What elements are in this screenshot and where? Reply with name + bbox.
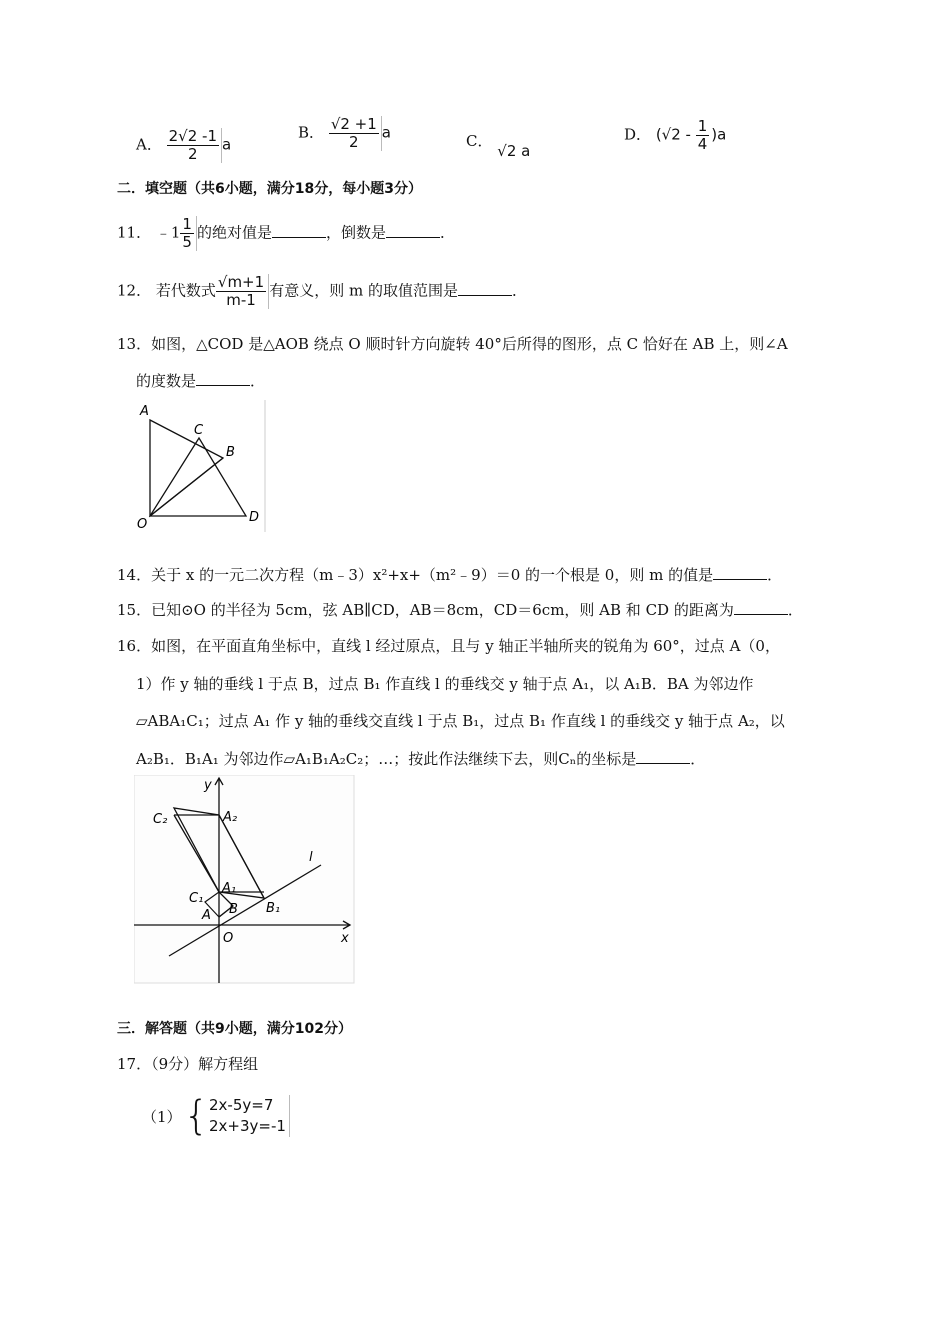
question-16-line4: A₂B₁．B₁A₁ 为邻边作▱A₁B₁A₂C₂；…；按此作法继续下去，则Cₙ的坐标是 ． [136, 750, 706, 768]
question-16-line3: ▱ABA₁C₁；过点 A₁ 作 y 轴的垂线交直线 l 于点 B₁，过点 B₁ 作直线 l 的垂线交 y 轴于点 A₂，以 [136, 712, 785, 730]
label-A: A [202, 908, 211, 923]
answer-blank [458, 283, 512, 296]
label-O: O [137, 517, 148, 532]
section-3-title: 三．解答题（共9小题，满分102分） [117, 1021, 352, 1037]
answer-blank [713, 567, 767, 580]
answer-blank [272, 225, 326, 238]
brace: { [183, 1093, 209, 1139]
label-B: B [226, 445, 235, 460]
question-17: 17．（9分）解方程组 [117, 1055, 259, 1073]
option-c-label: C． [466, 132, 493, 150]
section-2-title: 二．填空题（共6小题，满分18分，每小题3分） [117, 181, 422, 197]
label-A: A [140, 404, 149, 419]
question-12: 12． 若代数式 $\frac{√m+1}{m-1}$ 有意义，则 m 的取值范围是 ． [117, 273, 527, 309]
label-C: C [194, 423, 204, 438]
question-16: 16．如图，在平面直角坐标中，直线 l 经过原点，且与 y 轴正半轴所夹的锐角为 60°，过点 A（0， [117, 637, 780, 655]
label-A1: A₁ [222, 881, 237, 896]
label-B1: B₁ [266, 901, 281, 916]
option-a-label: A． [136, 135, 162, 154]
label-C1: C₁ [189, 891, 204, 906]
question-11: 11． ﹣1 $\frac{1}{5}$ 的绝对值是 ，倒数是 ． [117, 215, 456, 251]
option-b-fraction: $\frac{√2 +1}{2}$ [329, 116, 382, 151]
equation-system [209, 1095, 290, 1137]
label-B: B [229, 902, 238, 917]
label-O: O [223, 931, 234, 946]
option-c [466, 130, 531, 160]
option-d-fraction: $\frac{1}{4}$ [697, 117, 708, 153]
question-16-line2: 1）作 y 轴的垂线 l 于点 B，过点 B₁ 作直线 l 的垂线交 y 轴于点 A₁，以 A₁B．BA 为邻边作 [136, 675, 754, 693]
label-x: x [341, 931, 349, 946]
question-13: 13．如图，△COD 是△AOB 绕点 O 顺时针方向旋转 40°后所得的图形，点 C 恰好在 AB 上，则∠A [117, 335, 788, 353]
equation-1: 2x-5y=7 [209, 1096, 274, 1114]
answer-blank [734, 602, 788, 615]
answer-blank [386, 225, 440, 238]
option-b: B． $\frac{√2 +1}{2}$ a [298, 115, 391, 151]
answer-blank [196, 373, 250, 386]
equation-2: 2x+3y=-1 [209, 1117, 286, 1135]
label-C2: C₂ [153, 812, 168, 827]
option-c-expr: √2 a [497, 142, 531, 160]
figure-16 [134, 775, 356, 985]
label-y: y [204, 778, 212, 793]
answer-blank [636, 751, 690, 764]
option-b-label: B． [298, 123, 325, 142]
label-l: l [309, 850, 313, 865]
question-17-system [142, 1094, 290, 1138]
question-13-line2: 的度数是 ． [136, 372, 266, 390]
option-a: A． $\frac{2√2 -1}{2}$ a [136, 127, 232, 163]
sub-question-label: （1） [142, 1107, 182, 1126]
label-A2: A₂ [223, 810, 238, 825]
figure-13 [134, 400, 268, 532]
question-14: 14．关于 x 的一元二次方程（m﹣3）x²+x+（m²﹣9）＝0 的一个根是 0，则 m 的值是 ． [117, 566, 783, 584]
option-d: D． (√2 - $\frac{1}{4}$ )a [624, 117, 727, 153]
option-a-fraction: $\frac{2√2 -1}{2}$ [167, 128, 222, 163]
question-15: 15．已知⊙O 的半径为 5cm，弦 AB∥CD，AB＝8cm，CD＝6cm，则 AB 和 CD 的距离为 ． [117, 601, 803, 619]
label-D: D [249, 510, 260, 525]
option-d-label: D． [624, 125, 652, 144]
